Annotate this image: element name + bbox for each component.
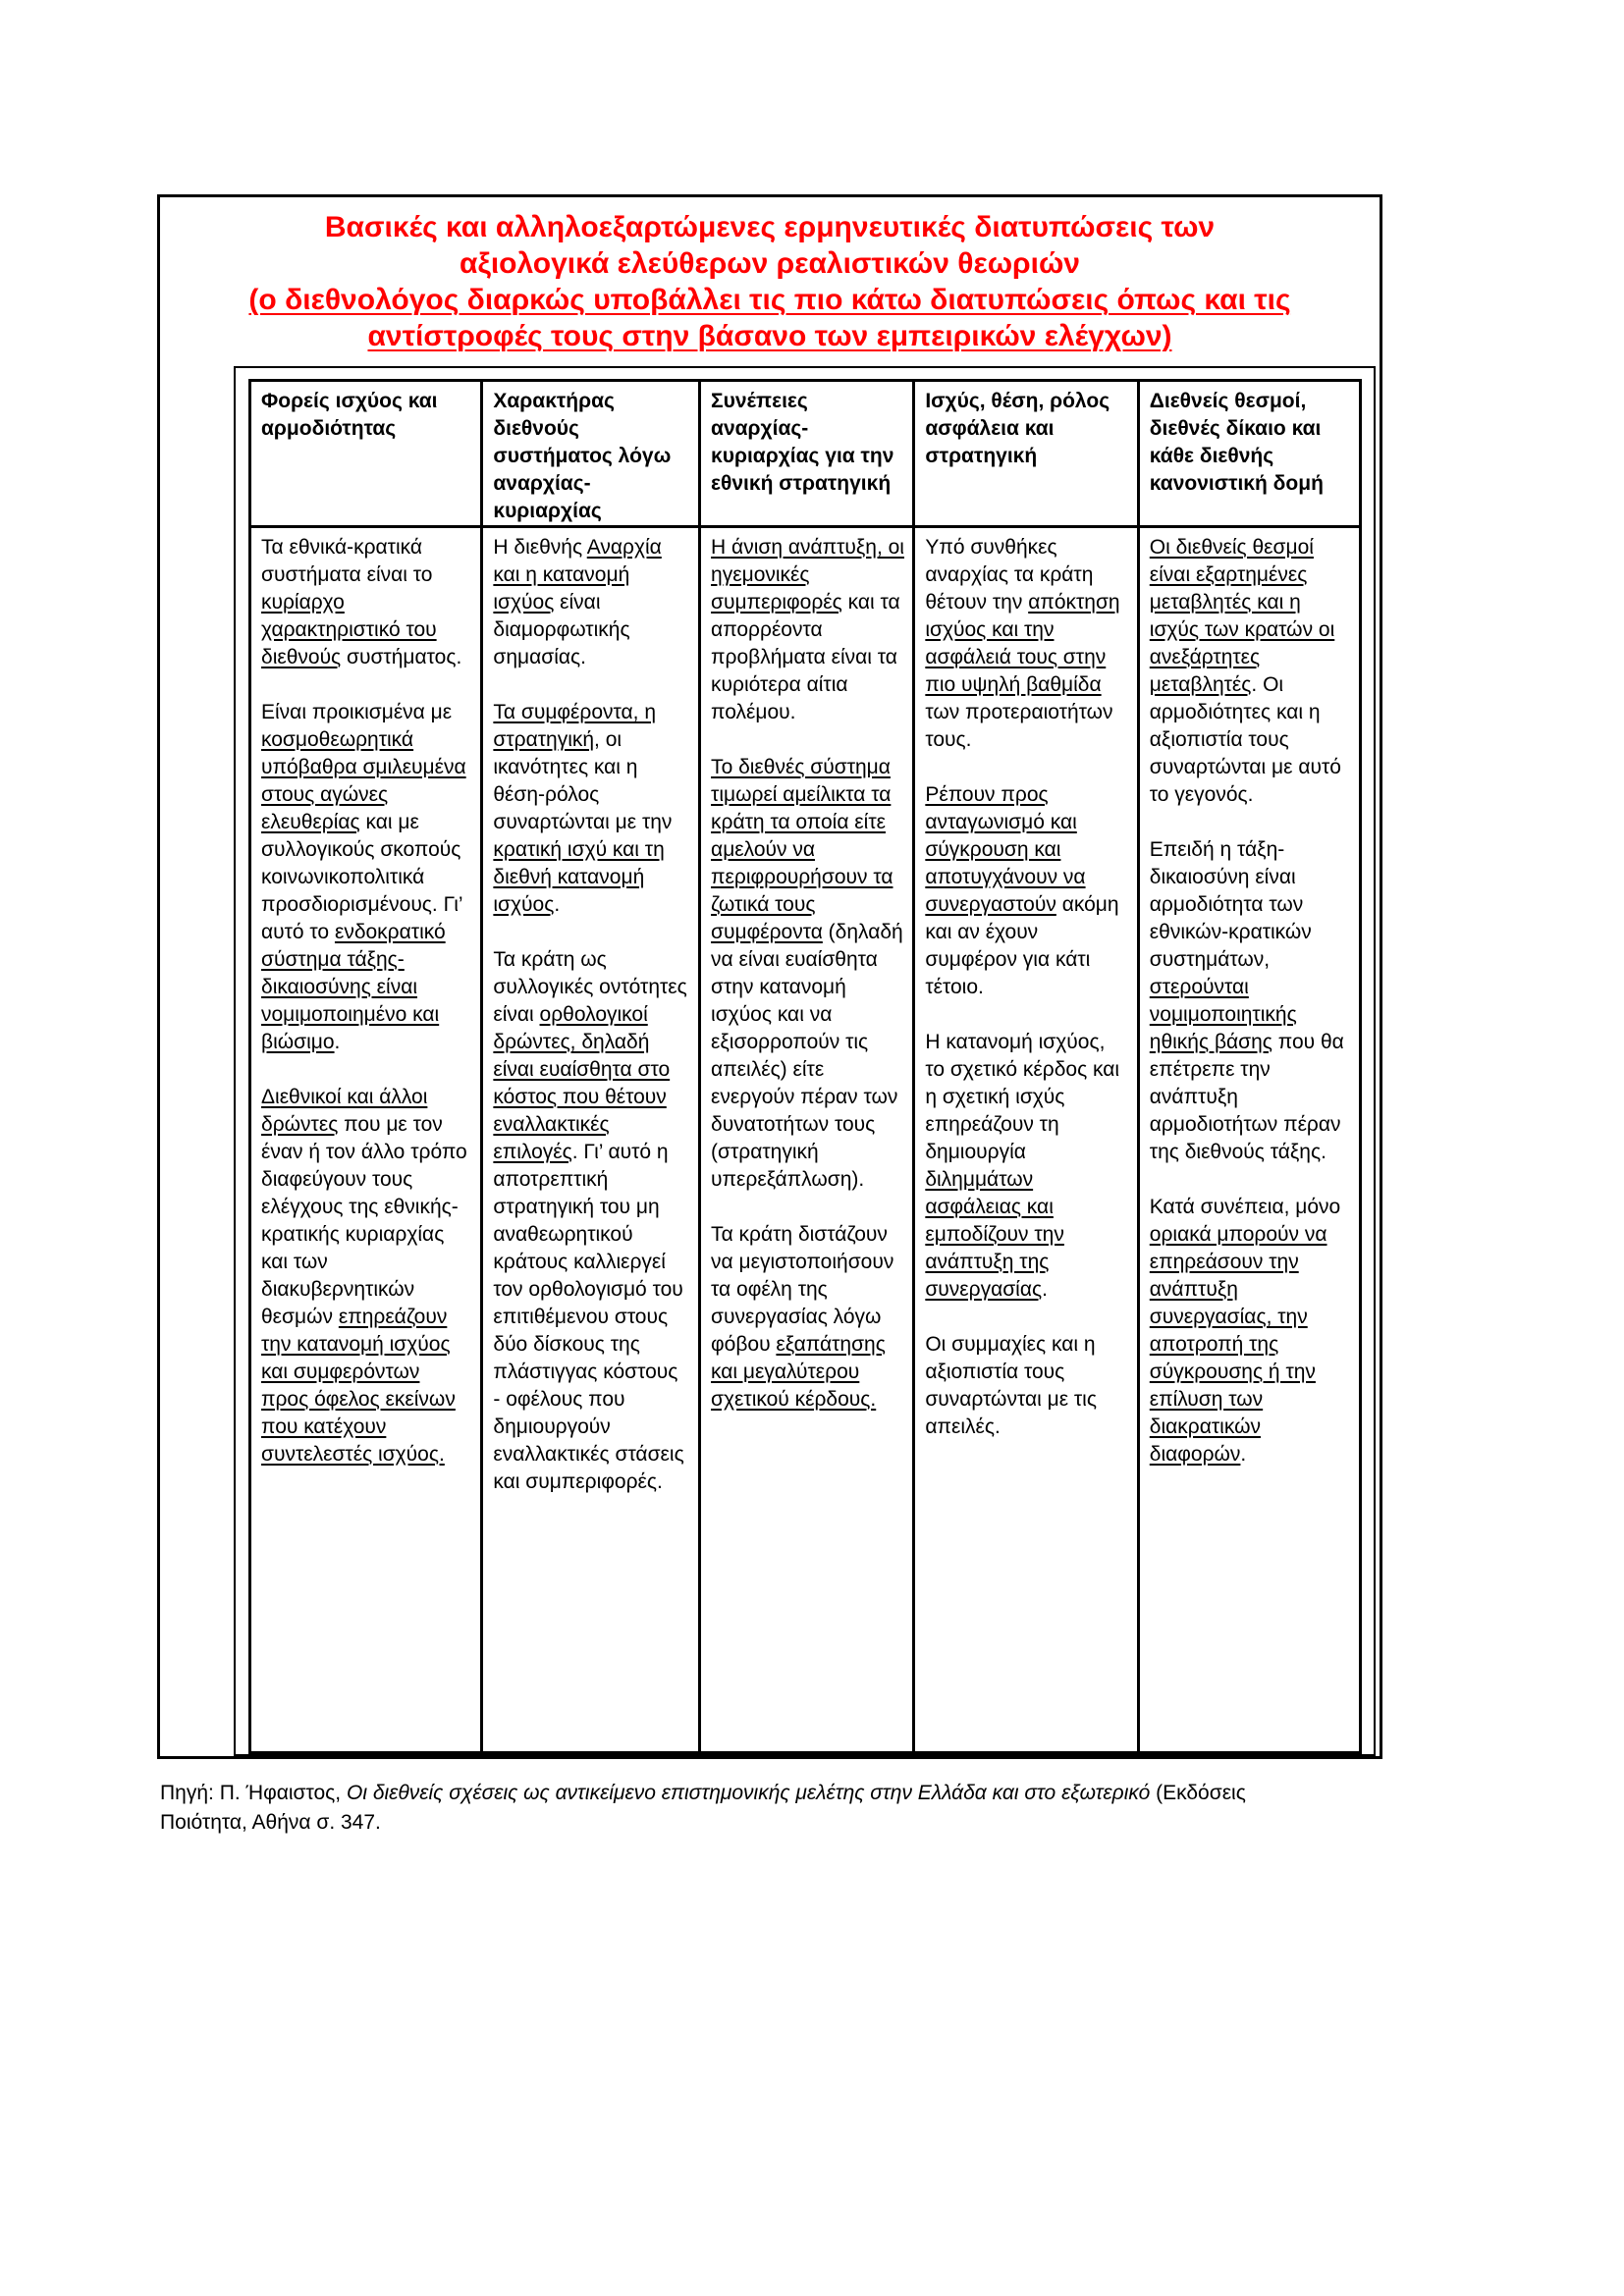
- column-header-system-character: Χαρακτήρας διεθνούς συστήματος λόγω αναρχίας-κυριαρχίας: [482, 381, 700, 527]
- underlined-text: οριακά μπορούν να επηρεάσουν την ανάπτυξη συνεργασίας, την αποτροπή της σύγκρουσης ή την επίλυση των διακρατικών διαφορών: [1149, 1223, 1327, 1466]
- cell-paragraph: [493, 534, 690, 671]
- book-title-italic: Οι διεθνείς σχέσεις ως αντικείμενο επιστημονικής μελέτης στην Ελλάδα και στο εξωτερικό: [346, 1782, 1151, 1804]
- cell-paragraph: [711, 534, 904, 726]
- plain-text: και τα απορρέοντα προβλήματα είναι τα κυριότερα αίτια πολέμου.: [711, 591, 900, 723]
- plain-text: Τα κράτη διστάζουν να μεγιστοποιήσουν τα οφέλη της συνεργασίας λόγω φόβου: [711, 1223, 894, 1356]
- underlined-text: Η άνιση ανάπτυξη, οι ηγεμονικές συμπεριφορές: [711, 536, 904, 614]
- cell-paragraph: [1150, 534, 1351, 809]
- column-header-international-institutions: Διεθνείς θεσμοί, διεθνές δίκαιο και κάθε διεθνής κανονιστική δομή: [1138, 381, 1360, 527]
- plain-text: των προτεραιοτήτων τους.: [925, 701, 1113, 751]
- underlined-text: διλημμάτων ασφάλειας και εμποδίζουν την ανάπτυξη της συνεργασίας: [925, 1168, 1064, 1301]
- underlined-text: ενδοκρατικό σύστημα τάξης-δικαιοσύνης είναι νομιμοποιημένο και βιώσιμο: [261, 921, 446, 1053]
- plain-text: , οι ικανότητες και η θέση-ρόλος συναρτώνται με την: [493, 728, 673, 833]
- plain-text: Οι συμμαχίες και η αξιοπιστία τους συναρτώνται με τις απειλές.: [925, 1333, 1097, 1438]
- plain-text: .: [554, 893, 561, 916]
- underlined-text: Οι διεθνείς θεσμοί είναι εξαρτημένες μεταβλητές και η ισχύς των κρατών οι ανεξάρτητες μεταβλητές: [1149, 536, 1335, 696]
- underlined-text: απόκτηση ισχύος και την ασφάλειά τους στην πιο υψηλή βαθμίδα: [925, 591, 1120, 696]
- underlined-text: κυρίαρχο χαρακτηριστικό του διεθνούς: [261, 591, 437, 668]
- column-header-power-position: Ισχύς, θέση, ρόλος ασφάλεια και στρατηγική: [914, 381, 1138, 527]
- underlined-text: κοσμοθεωρητικά υπόβαθρα σμιλευμένα στους αγώνες ελευθερίας: [261, 728, 466, 833]
- title-line: αξιολογικά ελεύθερων ρεαλιστικών θεωριών: [460, 247, 1080, 280]
- table-cell-system-character: [482, 527, 700, 1753]
- plain-text: είναι διαμορφωτικής σημασίας.: [493, 591, 630, 668]
- source-citation: [160, 1779, 1279, 1838]
- plain-text: .: [334, 1031, 341, 1053]
- cell-paragraph: [925, 781, 1128, 1001]
- table-cell-power-position: [914, 527, 1138, 1753]
- plain-text: . Οι αρμοδιότητες και η αξιοπιστία τους συναρτώνται με αυτό το γεγονός.: [1149, 673, 1341, 806]
- plain-text: Επειδή η τάξη-δικαιοσύνη είναι αρμοδιότητα των εθνικών-κρατικών συστημάτων,: [1149, 838, 1312, 971]
- cell-paragraph: [261, 534, 472, 671]
- figure-box: [157, 194, 1382, 1759]
- plain-text: .: [1042, 1278, 1048, 1301]
- page-title: [160, 197, 1380, 354]
- table-cell-international-institutions: [1138, 527, 1360, 1753]
- plain-text: .: [1240, 1443, 1247, 1466]
- underlined-text: Αναρχία και η κατανομή ισχύος: [493, 536, 662, 614]
- table-cell-power-holders: [250, 527, 482, 1753]
- table-cell-anarchy-consequences: [700, 527, 914, 1753]
- cell-paragraph: [1150, 836, 1351, 1166]
- citation-text: (Εκδόσεις Ποιότητα, Αθήνα σ. 347.: [160, 1782, 1246, 1834]
- underlined-text: ορθολογικοί δρώντες, δηλαδή είναι ευαίσθητα στο κόστος που θέτουν εναλλακτικές επιλογές: [493, 1003, 671, 1163]
- header-row: [250, 381, 1361, 527]
- body-row: [250, 527, 1361, 1753]
- cell-paragraph: [925, 534, 1128, 754]
- title-line: (ο διεθνολόγος διαρκώς υποβάλλει τις πιο κάτω διατυπώσεις όπως και τις: [248, 284, 1291, 316]
- title-line: Βασικές και αλληλοεξαρτώμενες ερμηνευτικές διατυπώσεις των: [324, 211, 1216, 243]
- underlined-text: Τα συμφέροντα, η στρατηγική: [493, 701, 657, 751]
- plain-text: που θα επέτρεπε την ανάπτυξη αρμοδιοτήτων πέραν της διεθνούς τάξης.: [1149, 1031, 1344, 1163]
- plain-text: που με τον έναν ή τον άλλο τρόπο διαφεύγουν τους ελέγχους της εθνικής-κρατικής κυριαρχίας και των διακυβερνητικών θεσμών: [261, 1113, 467, 1328]
- cell-paragraph: [925, 1331, 1128, 1441]
- column-header-power-holders: Φορείς ισχύος και αρμοδιότητας: [250, 381, 482, 527]
- plain-text: Τα εθνικά-κρατικά συστήματα είναι το: [261, 536, 433, 586]
- plain-text: Υπό συνθήκες αναρχίας τα κράτη θέτουν την: [925, 536, 1094, 614]
- cell-paragraph: [711, 754, 904, 1194]
- column-header-anarchy-consequences: Συνέπειες αναρχίας-κυριαρχίας για την εθνική στρατηγική: [700, 381, 914, 527]
- cell-paragraph: [711, 1221, 904, 1414]
- underlined-text: στερούνται νομιμοποιητικής ηθικής βάσης: [1149, 976, 1297, 1053]
- theories-table: [248, 379, 1362, 1754]
- underlined-text: Διεθνικοί και άλλοι δρώντες: [261, 1086, 428, 1136]
- underlined-text: επηρεάζουν την κατανομή ισχύος και συμφερόντων προς όφελος εκείνων που κατέχουν συντελεστές ισχύος.: [261, 1306, 456, 1466]
- underlined-text: εξαπάτησης και μεγαλύτερου σχετικού κέρδους.: [711, 1333, 886, 1411]
- plain-text: Η κατανομή ισχύος, το σχετικό κέρδος και η σχετική ισχύς επηρεάζουν τη δημιουργία: [925, 1031, 1120, 1163]
- plain-text: και με συλλογικούς σκοπούς κοινωνικοπολιτικά προσδιορισμένους. Γι’ αυτό το: [261, 811, 462, 943]
- cell-paragraph: [261, 699, 472, 1056]
- table-frame: [234, 366, 1376, 1756]
- cell-paragraph: [925, 1029, 1128, 1304]
- underlined-text: κρατική ισχύ και τη διεθνή κατανομή ισχύος: [493, 838, 665, 916]
- plain-text: ακόμη και αν έχουν συμφέρον για κάτι τέτοιο.: [925, 893, 1119, 998]
- plain-text: Κατά συνέπεια, μόνο: [1149, 1196, 1341, 1218]
- plain-text: συστήματος.: [341, 646, 462, 668]
- underlined-text: Ρέπουν προς ανταγωνισμό και σύγκρουση και αποτυγχάνουν να συνεργαστούν: [925, 783, 1086, 916]
- plain-text: Τα κράτη ως συλλογικές οντότητες είναι: [493, 948, 687, 1026]
- cell-paragraph: [493, 699, 690, 919]
- underlined-text: Το διεθνές σύστημα τιμωρεί αμείλικτα τα κράτη τα οποία είτε αμελούν να περιφρουρήσουν τα ζωτικά τους συμφέροντα: [711, 756, 893, 943]
- cell-paragraph: [1150, 1194, 1351, 1468]
- plain-text: . Γι’ αυτό η αποτρεπτική στρατηγική του μη αναθεωρητικού κράτους καλλιεργεί τον ορθολογισμό του επιτιθέμενου στους δύο δίσκους της πλάστιγγας κόστους - οφέλους που δημιουργούν εναλλακτικές στάσεις και συμπεριφορές.: [493, 1141, 684, 1493]
- plain-text: Η διεθνής: [493, 536, 587, 559]
- title-line: αντίστροφές τους στην βάσανο των εμπειρικών ελέγχων): [367, 320, 1172, 352]
- cell-paragraph: [261, 1084, 472, 1468]
- plain-text: (δηλαδή να είναι ευαίσθητα στην κατανομή ισχύος και να εξισορροπούν τις απειλές) είτε ενεργούν πέραν των δυνατοτήτων τους (στρατηγική υπερεξάπλωση).: [711, 921, 903, 1191]
- citation-text: Πηγή: Π. Ήφαιστος,: [160, 1782, 347, 1804]
- plain-text: Είναι προικισμένα με: [261, 701, 453, 723]
- cell-paragraph: [493, 946, 690, 1496]
